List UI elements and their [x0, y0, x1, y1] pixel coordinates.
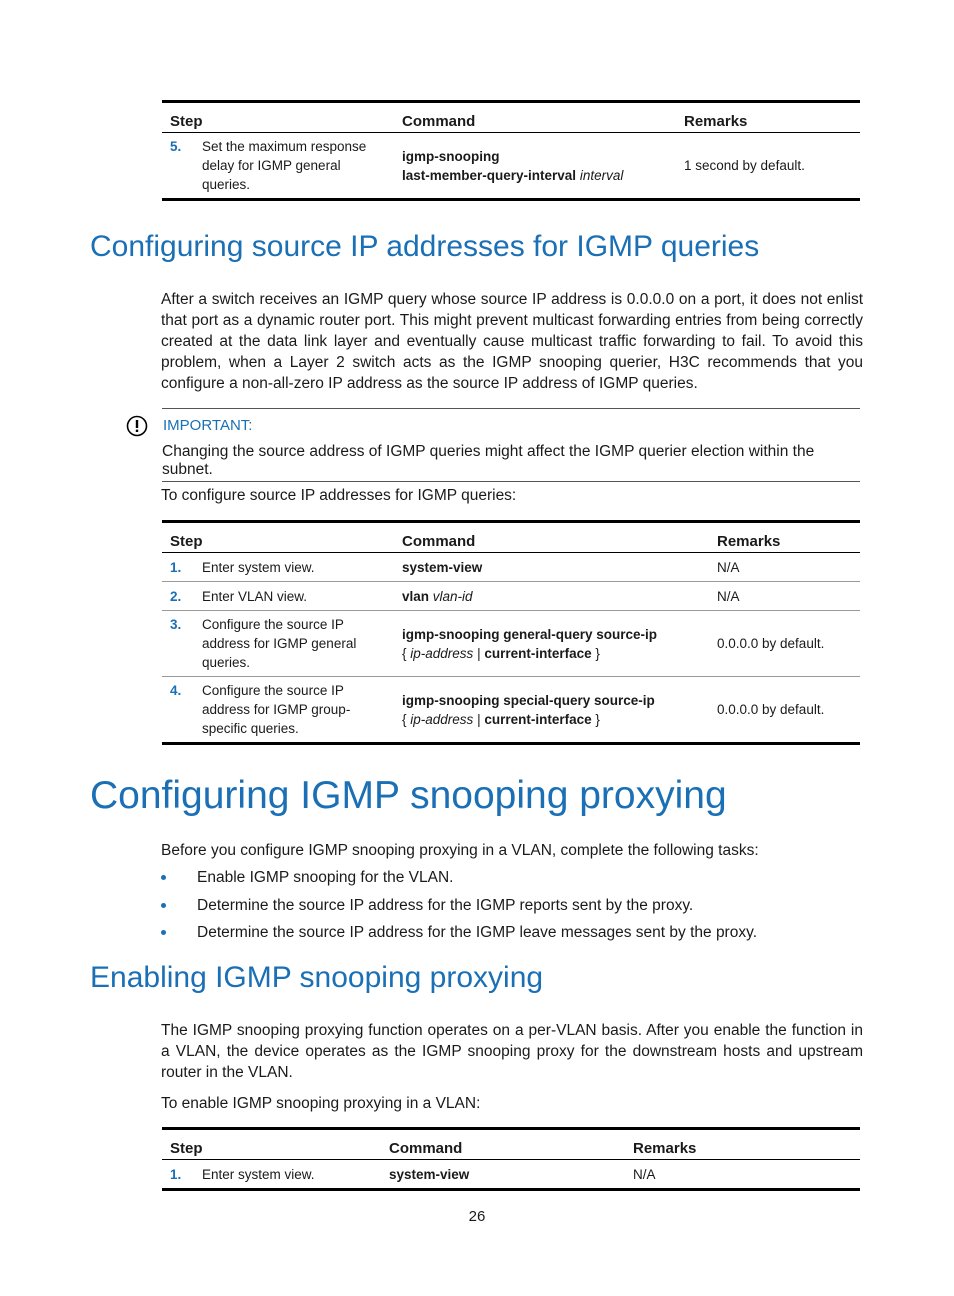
remarks-cell: 0.0.0.0 by default.: [709, 611, 860, 677]
step-number: 5.: [170, 139, 182, 154]
page-number: 26: [468, 1208, 486, 1225]
command-cell: igmp-snooping special-query source-ip { ip-address | current-interface }: [394, 677, 709, 744]
col-header-step: Step: [162, 522, 394, 553]
remarks-cell: N/A: [709, 582, 860, 611]
command-cell: igmp-snooping general-query source-ip { ip-address | current-interface }: [394, 611, 709, 677]
task-list: [161, 867, 757, 950]
list-item: Enable IGMP snooping for the VLAN.: [161, 867, 757, 895]
table-row: [162, 1160, 860, 1190]
remarks-cell: 1 second by default.: [676, 133, 860, 200]
bullet-icon: [161, 930, 166, 935]
step-description: Enter VLAN view.: [202, 588, 308, 604]
command-cell: vlan vlan-id: [394, 582, 709, 611]
command-cell: system-view: [381, 1160, 625, 1190]
step-description: Enter system view.: [202, 559, 315, 575]
step-description: Configure the source IP address for IGMP general queries.: [202, 617, 357, 670]
table-intro: To enable IGMP snooping proxying in a VLAN:: [161, 1095, 481, 1112]
section-title: Configuring source IP addresses for IGMP queries: [90, 230, 760, 263]
remarks-cell: N/A: [709, 553, 860, 582]
section-paragraph: The IGMP snooping proxying function operates on a per-VLAN basis. After you enable the function in a VLAN, the device operates as the IGMP snooping proxy for the downstream hosts and upstream router in the VLAN.: [161, 1022, 863, 1081]
table-intro: To configure source IP addresses for IGMP queries:: [161, 487, 517, 504]
chapter-title: Configuring IGMP snooping proxying: [90, 774, 727, 817]
col-header-step: Step: [162, 102, 394, 133]
step-number: 3.: [170, 617, 182, 632]
step-number: 1.: [170, 559, 182, 575]
bullet-icon: [161, 903, 166, 908]
important-rule: [162, 408, 860, 409]
step-number: 2.: [170, 588, 182, 604]
warning-icon: [126, 415, 148, 437]
remarks-cell: 0.0.0.0 by default.: [709, 677, 860, 744]
col-header-command: Command: [394, 102, 676, 133]
col-header-step: Step: [162, 1129, 381, 1160]
table-step-5: [162, 100, 860, 201]
bullet-icon: [161, 875, 166, 880]
table-source-ip: [162, 520, 860, 745]
important-label: IMPORTANT:: [163, 417, 253, 434]
section-paragraph: After a switch receives an IGMP query whose source IP address is 0.0.0.0 on a port, it does not enlist that port as a dynamic router port. This might prevent multicast forwarding entries from being correctly created at the data link layer and eventually cause multicast traffic forwarding to fail. To avoid this problem, when a Layer 2 switch acts as the IGMP snooping querier, H3C recommends that you configure a non-all-zero IP address as the source IP address of IGMP queries.: [161, 291, 863, 392]
command-cell: igmp-snooping last-member-query-interval interval: [394, 133, 676, 200]
col-header-remarks: Remarks: [709, 522, 860, 553]
command-cell: system-view: [394, 553, 709, 582]
col-header-remarks: Remarks: [676, 102, 860, 133]
table-row: [162, 677, 860, 744]
list-item: Determine the source IP address for the IGMP reports sent by the proxy.: [161, 895, 757, 923]
step-description: Configure the source IP address for IGMP group-specific queries.: [202, 683, 351, 736]
col-header-command: Command: [381, 1129, 625, 1160]
table-enable-proxy: [162, 1127, 860, 1191]
table-row: [162, 582, 860, 611]
step-description: Enter system view.: [202, 1166, 315, 1182]
important-text: Changing the source address of IGMP queries might affect the IGMP querier election within the subnet.: [162, 443, 860, 482]
section-intro: Before you configure IGMP snooping proxying in a VLAN, complete the following tasks:: [161, 842, 759, 859]
table-row: [162, 611, 860, 677]
step-number: 1.: [170, 1166, 182, 1182]
section-title: Enabling IGMP snooping proxying: [90, 961, 544, 994]
list-item: Determine the source IP address for the IGMP leave messages sent by the proxy.: [161, 922, 757, 950]
table-row: [162, 133, 860, 200]
col-header-command: Command: [394, 522, 709, 553]
step-number: 4.: [170, 683, 182, 698]
table-row: [162, 553, 860, 582]
step-description: Set the maximum response delay for IGMP general queries.: [202, 139, 367, 192]
remarks-cell: N/A: [625, 1160, 860, 1190]
col-header-remarks: Remarks: [625, 1129, 860, 1160]
